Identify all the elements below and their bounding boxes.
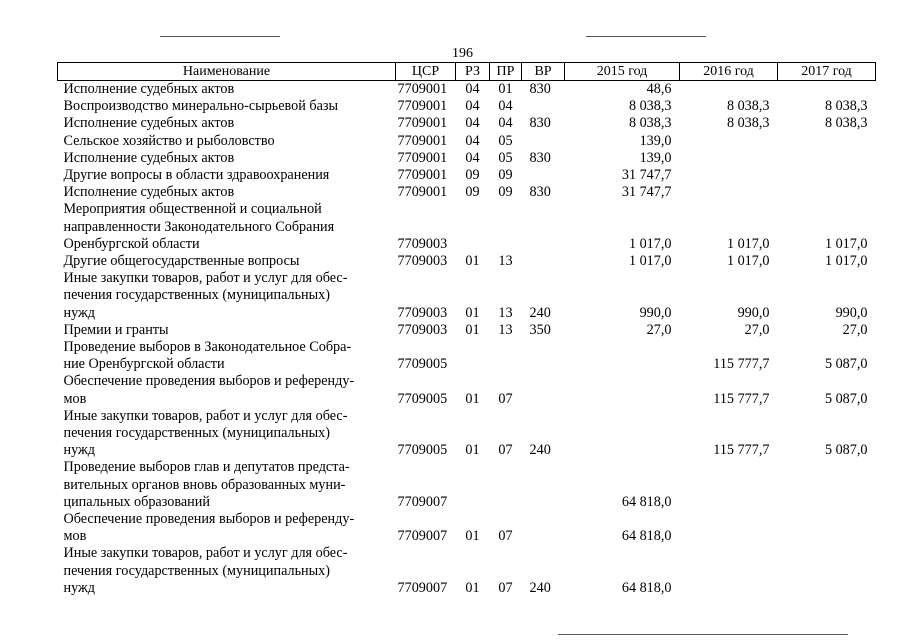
row-pr [490,339,522,373]
row-vr [522,133,565,150]
row-name-line: Иные закупки товаров, работ и услуг для обес- [63,407,348,424]
table-row [58,253,876,270]
row-name-line: Воспроизводство минерально-сырьевой базы [63,98,339,115]
row-name-line: Мероприятия общественной и социальной [63,201,322,218]
row-name [58,545,396,597]
header-rz: РЗ [456,63,490,81]
row-name-line: Иные закупки товаров, работ и услуг для обес- [63,270,348,287]
row-rz: 04 [465,81,480,97]
row-vr: 240 [529,442,551,459]
row-rz: 01 [465,321,480,338]
row-name-line: ние Оренбургской области [63,356,225,373]
table-row [58,184,876,201]
row-name-line: печения государственных (муниципальных) [63,425,330,442]
row-csr: 7709001 [397,81,448,97]
row-2016 [680,150,778,167]
row-vr [522,373,565,407]
page-number: 196 [452,46,473,61]
row-2017 [778,150,876,167]
row-name-line: Другие вопросы в области здравоохранения [63,167,330,184]
row-pr: 07 [498,579,513,596]
row-vr [522,167,565,184]
row-name-line: печения государственных (муниципальных) [63,287,330,304]
row-csr: 7709003 [397,321,448,338]
row-2017: 5 087,0 [824,442,868,459]
row-name-line: мов [63,390,87,407]
row-rz: 01 [465,579,480,596]
row-pr: 01 [498,81,513,97]
row-csr: 7709001 [397,115,448,132]
row-csr: 7709005 [397,356,448,373]
row-2016: 1 017,0 [726,235,770,252]
row-vr [522,98,565,115]
row-2017: 8 038,3 [824,98,868,115]
row-csr: 7709005 [397,442,448,459]
row-vr [522,201,565,253]
row-vr: 830 [529,184,551,201]
row-name [58,373,396,407]
row-2017 [778,511,876,545]
row-pr: 05 [498,132,513,149]
row-name [58,511,396,545]
row-name-line: Обеспечение проведения выборов и референду- [63,373,355,390]
row-name-line: Другие общегосударственные вопросы [63,253,300,270]
header-row [58,63,876,81]
row-2017 [778,459,876,511]
row-2015: 64 818,0 [621,493,672,510]
table-row [58,511,876,545]
row-name [58,339,396,373]
row-name [58,115,396,132]
row-2016 [680,133,778,150]
row-name-line: Проведение выборов в Законодательное Собра- [63,339,352,356]
row-name-line: Сельское хозяйство и рыболовство [63,132,275,149]
row-name-line: Исполнение судебных актов [63,149,235,166]
row-2017 [778,81,876,99]
row-vr: 240 [529,304,551,321]
row-2017: 8 038,3 [824,115,868,132]
row-name-line: печения государственных (муниципальных) [63,562,330,579]
row-name [58,81,396,99]
table-row [58,98,876,115]
row-pr: 05 [498,149,513,166]
table-row [58,133,876,150]
row-csr: 7709005 [397,390,448,407]
table-row [58,167,876,184]
row-2017 [778,184,876,201]
table-row [58,408,876,460]
row-name-line: нужд [63,304,96,321]
header-csr: ЦСР [396,63,456,81]
row-rz [456,459,490,511]
row-name-line: направленности Законодательного Собрания [63,218,335,235]
row-rz [456,201,490,253]
table-row [58,115,876,132]
table-row [58,201,876,253]
header-name: Наименование [58,63,396,81]
row-2017: 27,0 [842,321,868,338]
row-name-line: Иные закупки товаров, работ и услуг для обес- [63,545,348,562]
row-2015: 31 747,7 [621,167,672,184]
row-rz [456,339,490,373]
row-rz: 04 [465,132,480,149]
row-pr: 07 [498,442,513,459]
row-2016: 990,0 [737,304,770,321]
row-rz: 01 [465,442,480,459]
table-row [58,270,876,322]
row-name-line: Проведение выборов глав и депутатов предста- [63,459,350,476]
row-rz: 04 [465,115,480,132]
row-2015 [565,339,680,373]
row-2015: 139,0 [639,149,672,166]
table-row [58,459,876,511]
row-csr: 7709001 [397,149,448,166]
row-pr [490,201,522,253]
row-name [58,133,396,150]
row-2016 [680,545,778,597]
row-rz: 09 [465,184,480,201]
row-name-line: Исполнение судебных актов [63,81,235,97]
row-2017: 5 087,0 [824,356,868,373]
row-rz: 01 [465,390,480,407]
row-pr: 04 [498,115,513,132]
row-rz: 01 [465,528,480,545]
row-csr: 7709007 [397,493,448,510]
row-2017 [778,545,876,597]
row-vr [522,253,565,270]
table-row [58,373,876,407]
row-csr: 7709007 [397,579,448,596]
row-name-line: мов [63,528,87,545]
row-csr: 7709001 [397,98,448,115]
scan-bottom-rule [558,634,848,635]
row-vr: 350 [529,321,551,338]
table-row [58,339,876,373]
row-2016 [680,511,778,545]
row-2016: 8 038,3 [726,98,770,115]
row-vr: 830 [529,81,551,97]
row-name-line: ципальных образований [63,493,210,510]
row-name-line: нужд [63,579,96,596]
row-2017 [778,167,876,184]
row-2015: 64 818,0 [621,579,672,596]
row-2017: 1 017,0 [824,253,868,270]
row-csr: 7709003 [397,253,448,270]
row-rz: 01 [465,304,480,321]
row-name [58,253,396,270]
header-vr: ВР [522,63,565,81]
row-2017 [778,133,876,150]
row-name-line: Исполнение судебных актов [63,184,235,201]
row-vr [522,339,565,373]
row-2015: 1 017,0 [628,253,672,270]
row-2016 [680,184,778,201]
row-pr: 09 [498,167,513,184]
row-2015: 27,0 [646,321,672,338]
row-csr: 7709007 [397,528,448,545]
row-2015: 8 038,3 [628,115,672,132]
row-name [58,408,396,460]
row-pr [490,459,522,511]
row-pr: 09 [498,184,513,201]
row-vr [522,459,565,511]
row-csr: 7709001 [397,184,448,201]
header-2017: 2017 год [778,63,876,81]
header-2016: 2016 год [680,63,778,81]
header-2015: 2015 год [565,63,680,81]
row-vr: 830 [529,149,551,166]
row-2017: 1 017,0 [824,235,868,252]
row-2016: 27,0 [744,321,770,338]
row-pr: 04 [498,98,513,115]
row-name [58,459,396,511]
scan-top-rule-right [586,36,706,37]
row-rz: 04 [465,149,480,166]
row-rz: 04 [465,98,480,115]
row-vr: 240 [529,579,551,596]
row-csr: 7709001 [397,167,448,184]
row-2016 [680,459,778,511]
row-name [58,167,396,184]
row-2016 [680,167,778,184]
row-csr: 7709003 [397,304,448,321]
row-2015: 31 747,7 [621,184,672,201]
row-pr: 07 [498,390,513,407]
row-pr: 07 [498,528,513,545]
row-rz: 01 [465,253,480,270]
row-csr: 7709003 [397,235,448,252]
row-name-line: вительных органов вновь образованных муни- [63,476,346,493]
row-pr: 13 [498,304,513,321]
row-name [58,201,396,253]
header-pr: ПР [490,63,522,81]
row-2015: 8 038,3 [628,98,672,115]
row-name-line: Премии и гранты [63,321,169,338]
scan-top-rule-left [160,36,280,37]
row-2015 [565,408,680,460]
row-2016: 115 777,7 [713,390,770,407]
row-2015: 1 017,0 [628,235,672,252]
row-name-line: Исполнение судебных актов [63,115,235,132]
row-name [58,184,396,201]
row-2016: 115 777,7 [713,356,770,373]
row-2016: 1 017,0 [726,253,770,270]
row-2015: 64 818,0 [621,528,672,545]
row-name [58,322,396,339]
row-pr: 13 [498,253,513,270]
row-name-line: Оренбургской области [63,235,200,252]
row-vr: 830 [529,115,551,132]
row-2016 [680,81,778,99]
budget-table [57,62,876,597]
row-csr: 7709001 [397,132,448,149]
row-2015: 139,0 [639,132,672,149]
row-name [58,98,396,115]
row-2015: 990,0 [639,304,672,321]
row-2016: 115 777,7 [713,442,770,459]
row-2016: 8 038,3 [726,115,770,132]
table-row [58,81,876,99]
table-body [58,81,876,598]
row-name [58,270,396,322]
row-rz: 09 [465,167,480,184]
row-name-line: Обеспечение проведения выборов и референду- [63,511,355,528]
row-2015 [565,373,680,407]
row-2017: 990,0 [835,304,868,321]
row-pr: 13 [498,321,513,338]
row-2015: 48,6 [646,81,672,97]
table-row [58,545,876,597]
row-name-line: нужд [63,442,96,459]
row-name [58,150,396,167]
row-2017: 5 087,0 [824,390,868,407]
table-row [58,150,876,167]
table-row [58,322,876,339]
row-vr [522,511,565,545]
